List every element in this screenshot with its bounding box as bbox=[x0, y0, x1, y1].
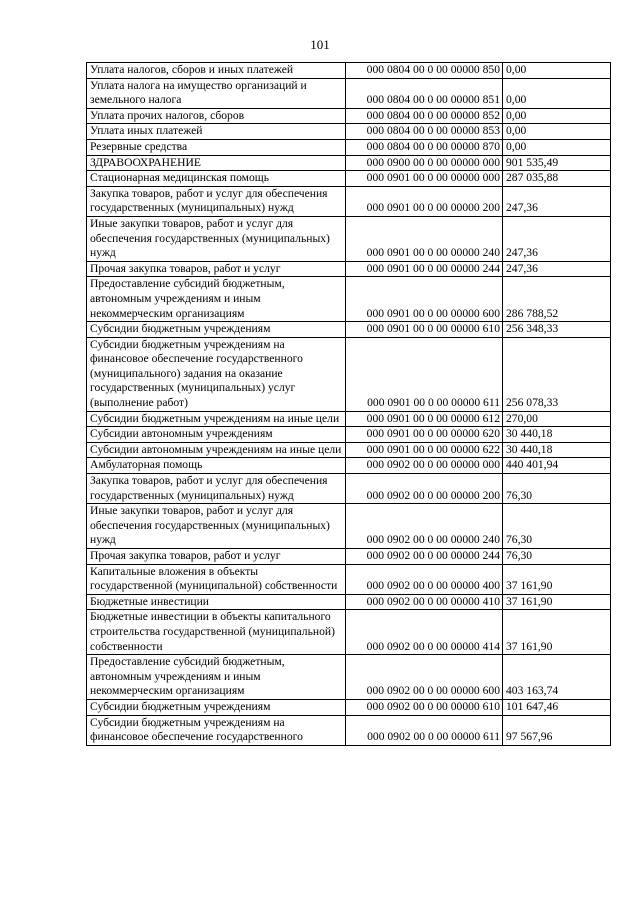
row-name-cell: Стационарная медицинская помощь bbox=[87, 171, 346, 187]
row-amount-cell: 0,00 bbox=[503, 108, 611, 124]
table-row bbox=[87, 549, 611, 565]
row-amount-cell: 37 161,90 bbox=[503, 594, 611, 610]
row-code-cell: 000 0900 00 0 00 00000 000 bbox=[346, 155, 503, 171]
table-row bbox=[87, 322, 611, 338]
table-row bbox=[87, 186, 611, 216]
table-row bbox=[87, 337, 611, 411]
row-name-cell: Уплата иных платежей bbox=[87, 124, 346, 140]
table-row bbox=[87, 108, 611, 124]
row-code-cell: 000 0901 00 0 00 00000 622 bbox=[346, 442, 503, 458]
page-number: 101 bbox=[310, 37, 330, 52]
row-amount-cell: 0,00 bbox=[503, 63, 611, 79]
row-amount-cell: 403 163,74 bbox=[503, 655, 611, 700]
table-row bbox=[87, 715, 611, 745]
row-amount-cell: 30 440,18 bbox=[503, 442, 611, 458]
row-amount-cell: 287 035,88 bbox=[503, 171, 611, 187]
table-row bbox=[87, 458, 611, 474]
row-name-cell: Уплата налога на имущество организаций и земельного налога bbox=[87, 78, 346, 108]
budget-table bbox=[86, 62, 611, 746]
row-amount-cell: 286 788,52 bbox=[503, 277, 611, 322]
row-name-cell: Капитальные вложения в объекты государственной (муниципальной) собственности bbox=[87, 564, 346, 594]
row-name-cell: Субсидии автономным учреждениям на иные цели bbox=[87, 442, 346, 458]
row-amount-cell: 97 567,96 bbox=[503, 715, 611, 745]
table-row bbox=[87, 63, 611, 79]
table-row bbox=[87, 78, 611, 108]
row-code-cell: 000 0804 00 0 00 00000 853 bbox=[346, 124, 503, 140]
row-amount-cell: 37 161,90 bbox=[503, 610, 611, 655]
table-row bbox=[87, 655, 611, 700]
row-code-cell: 000 0901 00 0 00 00000 200 bbox=[346, 186, 503, 216]
table-row bbox=[87, 427, 611, 443]
table-row bbox=[87, 277, 611, 322]
row-name-cell: Иные закупки товаров, работ и услуг для обеспечения государственных (муниципальных) нужд bbox=[87, 216, 346, 261]
table-row bbox=[87, 216, 611, 261]
row-code-cell: 000 0901 00 0 00 00000 620 bbox=[346, 427, 503, 443]
row-name-cell: Резервные средства bbox=[87, 139, 346, 155]
row-name-cell: Прочая закупка товаров, работ и услуг bbox=[87, 549, 346, 565]
row-code-cell: 000 0902 00 0 00 00000 240 bbox=[346, 504, 503, 549]
row-code-cell: 000 0902 00 0 00 00000 600 bbox=[346, 655, 503, 700]
table-row bbox=[87, 124, 611, 140]
row-amount-cell: 256 348,33 bbox=[503, 322, 611, 338]
row-amount-cell: 76,30 bbox=[503, 504, 611, 549]
row-code-cell: 000 0804 00 0 00 00000 870 bbox=[346, 139, 503, 155]
row-name-cell: Субсидии бюджетным учреждениям на финансовое обеспечение государственного (муниципального) задания на оказание государственных (муниципальных) услуг (выполнение работ) bbox=[87, 337, 346, 411]
row-code-cell: 000 0901 00 0 00 00000 244 bbox=[346, 261, 503, 277]
row-amount-cell: 247,36 bbox=[503, 216, 611, 261]
row-name-cell: Иные закупки товаров, работ и услуг для обеспечения государственных (муниципальных) нужд bbox=[87, 504, 346, 549]
row-name-cell: Субсидии автономным учреждениям bbox=[87, 427, 346, 443]
table-row bbox=[87, 564, 611, 594]
row-code-cell: 000 0902 00 0 00 00000 610 bbox=[346, 699, 503, 715]
row-amount-cell: 270,00 bbox=[503, 411, 611, 427]
row-amount-cell: 256 078,33 bbox=[503, 337, 611, 411]
row-amount-cell: 247,36 bbox=[503, 261, 611, 277]
row-code-cell: 000 0902 00 0 00 00000 244 bbox=[346, 549, 503, 565]
row-code-cell: 000 0902 00 0 00 00000 400 bbox=[346, 564, 503, 594]
row-code-cell: 000 0901 00 0 00 00000 600 bbox=[346, 277, 503, 322]
row-name-cell: Субсидии бюджетным учреждениям на финансовое обеспечение государственного bbox=[87, 715, 346, 745]
table-row bbox=[87, 139, 611, 155]
row-name-cell: Амбулаторная помощь bbox=[87, 458, 346, 474]
table-row bbox=[87, 411, 611, 427]
table-row bbox=[87, 594, 611, 610]
table-row bbox=[87, 171, 611, 187]
table-row bbox=[87, 155, 611, 171]
row-name-cell: Закупка товаров, работ и услуг для обеспечения государственных (муниципальных) нужд bbox=[87, 186, 346, 216]
row-name-cell: Субсидии бюджетным учреждениям на иные цели bbox=[87, 411, 346, 427]
row-code-cell: 000 0804 00 0 00 00000 851 bbox=[346, 78, 503, 108]
row-amount-cell: 30 440,18 bbox=[503, 427, 611, 443]
row-code-cell: 000 0901 00 0 00 00000 612 bbox=[346, 411, 503, 427]
row-amount-cell: 37 161,90 bbox=[503, 564, 611, 594]
row-name-cell: Прочая закупка товаров, работ и услуг bbox=[87, 261, 346, 277]
row-amount-cell: 0,00 bbox=[503, 78, 611, 108]
row-code-cell: 000 0901 00 0 00 00000 240 bbox=[346, 216, 503, 261]
row-code-cell: 000 0902 00 0 00 00000 000 bbox=[346, 458, 503, 474]
row-name-cell: ЗДРАВООХРАНЕНИЕ bbox=[87, 155, 346, 171]
row-amount-cell: 901 535,49 bbox=[503, 155, 611, 171]
row-name-cell: Уплата налогов, сборов и иных платежей bbox=[87, 63, 346, 79]
row-amount-cell: 0,00 bbox=[503, 124, 611, 140]
row-name-cell: Закупка товаров, работ и услуг для обеспечения государственных (муниципальных) нужд bbox=[87, 474, 346, 504]
row-amount-cell: 101 647,46 bbox=[503, 699, 611, 715]
row-name-cell: Субсидии бюджетным учреждениям bbox=[87, 699, 346, 715]
row-amount-cell: 76,30 bbox=[503, 474, 611, 504]
row-code-cell: 000 0901 00 0 00 00000 610 bbox=[346, 322, 503, 338]
row-code-cell: 000 0901 00 0 00 00000 000 bbox=[346, 171, 503, 187]
row-amount-cell: 76,30 bbox=[503, 549, 611, 565]
table-row bbox=[87, 261, 611, 277]
row-code-cell: 000 0902 00 0 00 00000 611 bbox=[346, 715, 503, 745]
table-row bbox=[87, 442, 611, 458]
budget-table-body bbox=[87, 63, 611, 746]
row-code-cell: 000 0902 00 0 00 00000 414 bbox=[346, 610, 503, 655]
row-code-cell: 000 0902 00 0 00 00000 410 bbox=[346, 594, 503, 610]
row-amount-cell: 0,00 bbox=[503, 139, 611, 155]
row-amount-cell: 440 401,94 bbox=[503, 458, 611, 474]
table-row bbox=[87, 699, 611, 715]
row-name-cell: Субсидии бюджетным учреждениям bbox=[87, 322, 346, 338]
row-code-cell: 000 0902 00 0 00 00000 200 bbox=[346, 474, 503, 504]
row-amount-cell: 247,36 bbox=[503, 186, 611, 216]
table-row bbox=[87, 610, 611, 655]
row-name-cell: Предоставление субсидий бюджетным, автономным учреждениям и иным некоммерческим организациям bbox=[87, 655, 346, 700]
row-name-cell: Уплата прочих налогов, сборов bbox=[87, 108, 346, 124]
table-row bbox=[87, 474, 611, 504]
row-code-cell: 000 0804 00 0 00 00000 852 bbox=[346, 108, 503, 124]
row-code-cell: 000 0901 00 0 00 00000 611 bbox=[346, 337, 503, 411]
row-name-cell: Бюджетные инвестиции bbox=[87, 594, 346, 610]
row-code-cell: 000 0804 00 0 00 00000 850 bbox=[346, 63, 503, 79]
row-name-cell: Предоставление субсидий бюджетным, автономным учреждениям и иным некоммерческим организациям bbox=[87, 277, 346, 322]
table-row bbox=[87, 504, 611, 549]
row-name-cell: Бюджетные инвестиции в объекты капитального строительства государственной (муниципальной) собственности bbox=[87, 610, 346, 655]
